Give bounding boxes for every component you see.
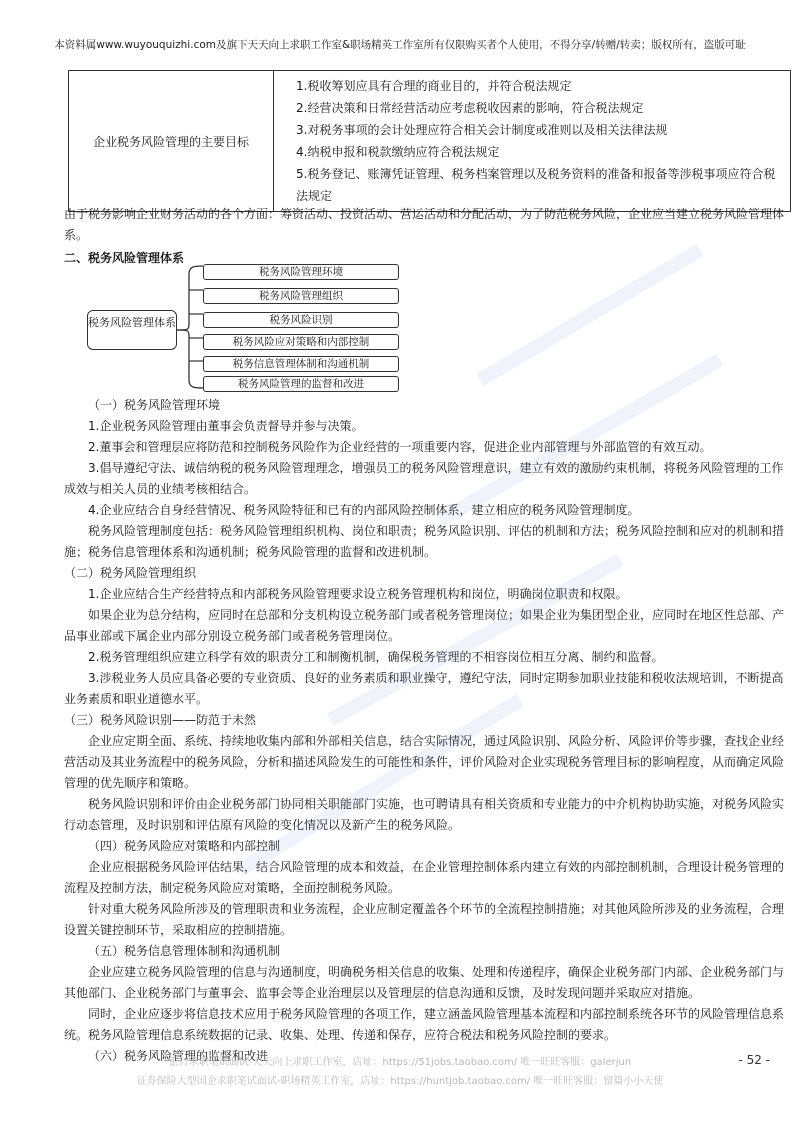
subsection-title: （二）税务风险管理组织 xyxy=(64,566,197,580)
paragraph: 2.董事会和管理层应将防范和控制税务风险作为企业经营的一项重要内容，促进企业内部管理与外部监管的有效互动。 xyxy=(88,440,712,454)
paragraph: 企业应根据税务风险评估结果，结合风险管理的成本和效益，在企业管理控制体系内建立有效的内部控制机制，合理设计税务管理的流程及控制方法，制定税务风险应对策略，全面控制税务风险。 xyxy=(64,860,785,895)
diagram-branch: 税务风险管理环境 xyxy=(203,264,399,280)
paragraph: 2.税务管理组织应建立科学有效的职责分工和制衡机制，确保税务管理的不相容岗位相互分离、制约和监督。 xyxy=(88,650,664,664)
subsection-title: （六）税务风险管理的监督和改进 xyxy=(88,1049,269,1063)
paragraph: 如果企业为总分结构，应同时在总部和分支机构设立税务部门或者税务管理岗位；如果企业为集团型企业，应同时在地区性总部、产品事业部或下属企业内部分别设立税务部门或者税务管理岗位。 xyxy=(64,608,785,643)
diagram-branch: 税务风险识别 xyxy=(203,312,399,328)
section-title: 二、税务风险管理体系 xyxy=(64,251,185,265)
paragraph: 1.企业税务风险管理由董事会负责督导并参与决策。 xyxy=(88,419,364,433)
objective-item: 4.纳税申报和税款缴纳应符合税法规定 xyxy=(296,145,500,159)
objectives-label: 企业税务风险管理的主要目标 xyxy=(69,71,274,212)
paragraph: 3.倡导遵纪守法、诚信纳税的税务风险管理理念，增强员工的税务风险管理意识，建立有效的激励约束机制，将税务风险管理的工作成效与相关人员的业绩考核相结合。 xyxy=(64,461,784,496)
paragraph: 3.涉税业务人员应具备必要的专业资质、良好的业务素质和职业操守，遵纪守法，同时定期参加职业技能和税收法规培训，不断提高业务素质和职业道德水平。 xyxy=(64,671,784,706)
paragraph: 企业应定期全面、系统、持续地收集内部和外部相关信息，结合实际情况，通过风险识别、风险分析、风险评价等步骤，查找企业经营活动及其业务流程中的税务风险，分析和描述风险发生的可能性和条件，评价风险对企业实现税务管理目标的影响程度，从而确定风险管理的优先顺序和策略。 xyxy=(64,734,785,790)
subsection-title: （三）税务风险识别——防范于未然 xyxy=(64,713,257,727)
diagram-branch: 税务风险管理组织 xyxy=(203,288,399,304)
subsection-title: （五）税务信息管理体制和沟通机制 xyxy=(88,944,281,958)
intro-paragraph: 由于税务影响企业财务活动的各个方面：筹资活动、投资活动、营运活动和分配活动，为了防范税务风险，企业应当建立税务风险管理体系。 xyxy=(64,207,785,242)
paragraph: 4.企业应结合自身经营情况、税务风险特征和已有的内部风险控制体系，建立相应的税务风险管理制度。 xyxy=(88,503,640,517)
objective-item: 5.税务登记、账簿凭证管理、税务档案管理以及税务资料的准备和报备等涉税事项应符合税法规定 xyxy=(296,167,776,203)
diagram-root: 税务风险管理体系 xyxy=(87,310,177,350)
paragraph: 税务风险管理制度包括：税务风险管理组织机构、岗位和职责；税务风险识别、评估的机制和方法；税务风险控制和应对的机制和措施；税务信息管理体系和沟通机制；税务风险管理的监督和改进机制。 xyxy=(64,524,785,559)
diagram-branch: 税务信息管理体制和沟通机制 xyxy=(203,356,399,372)
footer-line-1: 银行求职笔试面试-天天向上求职工作室，店址：https://51jobs.taobao.com/ 唯一旺旺客服：galerjun xyxy=(168,1057,632,1068)
subsection-title: （一）税务风险管理环境 xyxy=(88,398,221,412)
paragraph: 1.企业应结合生产经营特点和内部税务风险管理要求设立税务管理机构和岗位，明确岗位职责和权限。 xyxy=(88,587,628,601)
diagram-branch: 税务风险管理的监督和改进 xyxy=(203,376,399,392)
footer-line-2: 证券保险大型国企求职笔试面试-职场精英工作室，店址：https://huntjob.taobao.com/ 唯一旺旺客服：留篇小小天使 xyxy=(136,1076,664,1087)
page-number: - 52 - xyxy=(738,1053,770,1067)
subsection-title: （四）税务风险应对策略和内部控制 xyxy=(88,839,281,853)
objective-item: 3.对税务事项的会计处理应符合相关会计制度或准则以及相关法律法规 xyxy=(296,123,668,137)
paragraph: 同时，企业应逐步将信息技术应用于税务风险管理的各项工作，建立涵盖风险管理基本流程和内部控制系统各环节的风险管理信息系统。税务风险管理信息系统数据的记录、收集、处理、传递和保存，应符合税法和税务风险控制的要求。 xyxy=(64,1007,785,1042)
paragraph: 针对重大税务风险所涉及的管理职责和业务流程，企业应制定覆盖各个环节的全流程控制措施；对其他风险所涉及的业务流程，合理设置关键控制环节，采取相应的控制措施。 xyxy=(64,902,785,937)
paragraph: 企业应建立税务风险管理的信息与沟通制度，明确税务相关信息的收集、处理和传递程序，确保企业税务部门内部、企业税务部门与其他部门、企业税务部门与董事会、监事会等企业治理层以及管理层的信息沟通和反馈，及时发现问题并采取应对措施。 xyxy=(64,965,785,1000)
objective-item: 2.经营决策和日常经营活动应考虑税收因素的影响，符合税法规定 xyxy=(296,101,644,115)
objective-item: 1.税收筹划应具有合理的商业目的，并符合税法规定 xyxy=(296,79,572,93)
header-notice: 本资料属www.wuyouquizhi.com及旗下天天向上求职工作室&职场精英工作室所有仅限购买者个人使用，不得分享/转赠/转卖；版权所有，盗版可耻 xyxy=(54,39,746,51)
paragraph: 税务风险识别和评价由企业税务部门协同相关职能部门实施，也可聘请具有相关资质和专业能力的中介机构协助实施，对税务风险实行动态管理，及时识别和评估原有风险的变化情况以及新产生的税务风险。 xyxy=(64,797,785,832)
diagram-branch: 税务风险应对策略和内部控制 xyxy=(203,334,399,350)
